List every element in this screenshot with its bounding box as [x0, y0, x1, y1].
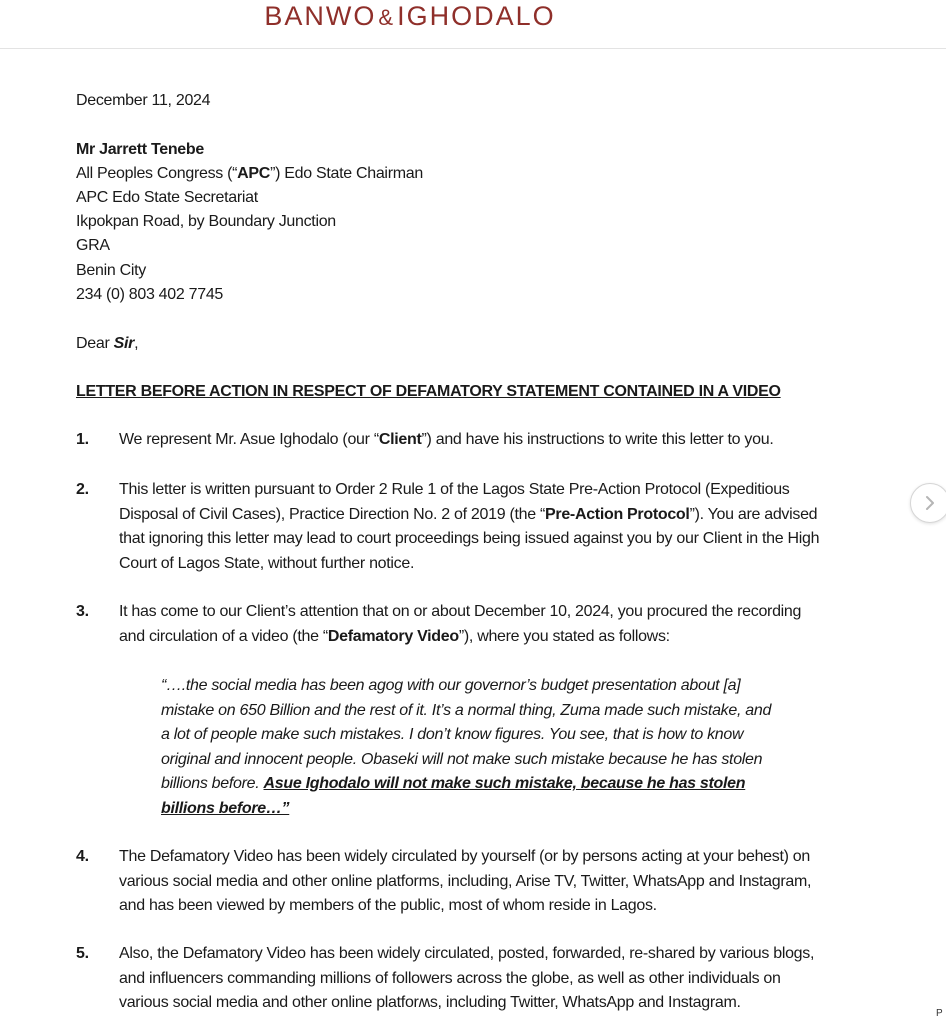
text-run: Disposal of Civil Cases), Practice Direction No. 2 of 2019 (the “ — [119, 505, 546, 523]
recipient-name: Mr Jarrett Tenebe — [76, 141, 204, 158]
paragraph-line: and has been viewed by members of the public, most of whom reside in Lagos. — [119, 897, 657, 914]
recipient-address-line: Ikpokpan Road, by Boundary Junction — [76, 213, 336, 230]
letter-date: December 11, 2024 — [76, 92, 211, 109]
recipient-phone: 234 (0) 803 402 7745 — [76, 286, 224, 303]
paragraph-number: 3. — [76, 603, 89, 620]
recipient-title-abbr: APC — [237, 165, 271, 182]
recipient-address-line: GRA — [76, 237, 110, 254]
paragraph-line — [119, 428, 839, 453]
salutation — [76, 332, 138, 357]
corner-text: P — [936, 1008, 943, 1019]
paragraph-line: and influencers commanding millions of followers across the globe, as well as other individuals on — [119, 969, 781, 987]
paragraph-line — [119, 625, 839, 650]
defined-term: Pre-Action Protocol — [545, 505, 690, 523]
quote-emphasis: billions before…” — [161, 799, 290, 817]
letterhead-ampersand: & — [378, 5, 396, 30]
paragraph-number: 2. — [76, 481, 89, 498]
quote-line — [161, 797, 801, 822]
paragraph-number: 4. — [76, 848, 89, 865]
quote-line: a lot of people make such mistakes. I don’t know figures. You see, that is how to know — [161, 726, 744, 743]
paragraph-body — [119, 428, 839, 453]
paragraph-line: It has come to our Client’s attention that on or about December 10, 2024, you procured the recording — [119, 603, 802, 620]
paragraph-body — [119, 942, 839, 1016]
paragraph-body — [119, 845, 839, 919]
text-run: ”) and have his instructions to write this letter to you. — [421, 431, 774, 448]
text-run: We represent Mr. Asue Ighodalo (our “ — [119, 431, 379, 448]
paragraph-number: 1. — [76, 431, 89, 448]
letterhead-right: IGHODALO — [397, 1, 556, 31]
defined-term: Client — [378, 431, 422, 448]
salutation-text: Dear — [76, 335, 114, 352]
letterhead — [0, 0, 820, 34]
text-run: and circulation of a video (the “ — [119, 627, 328, 645]
paragraph-body — [119, 478, 839, 576]
quote-line: original and innocent people. Obaseki will not make such mistake because he has stolen — [161, 750, 763, 768]
recipient-address-line: APC Edo State Secretariat — [76, 189, 258, 206]
quote-emphasis: Asue Ighodalo will not make such mistake, because he has stolen — [263, 775, 746, 792]
salutation-emph: Sir — [113, 335, 135, 352]
paragraph-line: various social media and other online platforʍs, including Twitter, WhatsApp and Instagram. — [119, 994, 741, 1011]
text-run: ”), where you stated as follows: — [458, 627, 670, 645]
letterhead-left: BANWO — [264, 1, 377, 31]
paragraph-line — [119, 503, 839, 528]
salutation-end: , — [134, 335, 139, 352]
subject-heading: LETTER BEFORE ACTION IN RESPECT OF DEFAMATORY STATEMENT CONTAINED IN A VIDEO — [76, 383, 781, 400]
text-run: ”). You are advised — [689, 505, 818, 523]
paragraph-line: This letter is written pursuant to Order 2 Rule 1 of the Lagos State Pre-Action Protocol (Expeditious — [119, 481, 790, 498]
paragraph-line: various social media and other online platforms, including, Arise TV, Twitter, WhatsApp and Instagram, — [119, 872, 812, 890]
paragraph-line: Court of Lagos State, without further notice. — [119, 554, 415, 572]
quote-line: mistake on 650 Billion and the rest of it. It’s a normal thing, Zuma made such mistake, and — [161, 701, 772, 719]
text-run: billions before. — [161, 775, 264, 792]
quote-line: “….the social media has been agog with our governor’s budget presentation about [a] — [161, 677, 741, 694]
paragraph-number: 5. — [76, 945, 89, 962]
paragraph-line: The Defamatory Video has been widely circulated by yourself (or by persons acting at your behest) on — [119, 848, 810, 865]
recipient-title — [76, 162, 423, 187]
quote-line — [161, 772, 801, 797]
paragraph-body — [119, 600, 839, 649]
recipient-title-post: ”) Edo State Chairman — [270, 165, 423, 182]
paragraph-line: Also, the Defamatory Video has been widely circulated, posted, forwarded, re-shared by various blogs, — [119, 945, 815, 962]
recipient-title-pre: All Peoples Congress (“ — [76, 165, 238, 182]
defined-term: Defamatory Video — [327, 627, 459, 645]
recipient-address-line: Benin City — [76, 262, 146, 279]
next-page-button[interactable] — [910, 483, 946, 523]
block-quote — [161, 674, 801, 821]
header-divider — [0, 48, 946, 49]
chevron-right-icon — [923, 495, 937, 511]
paragraph-line: that ignoring this letter may lead to court proceedings being issued against you by our Client in the High — [119, 530, 820, 547]
